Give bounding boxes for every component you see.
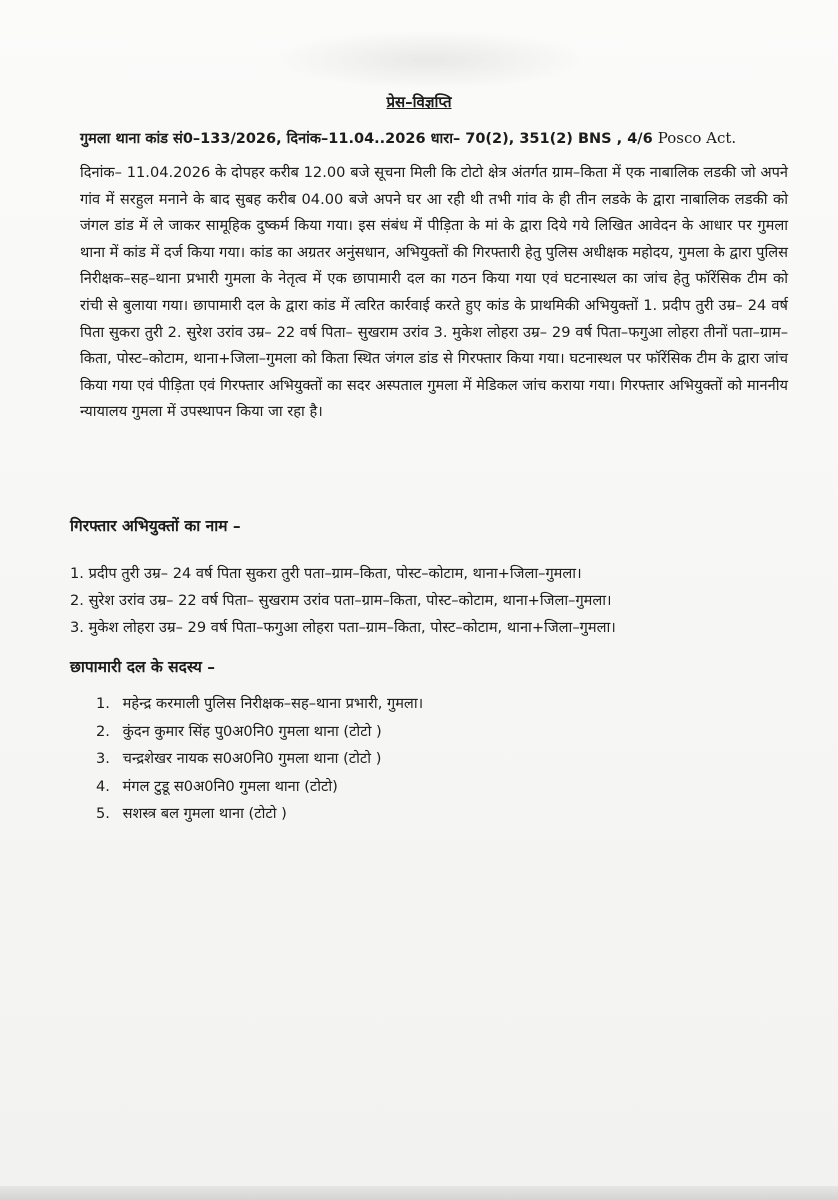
accused-section-title: गिरफ्तार अभियुक्तों का नाम – xyxy=(70,517,241,535)
accused-item: 2. सुरेश उरांव उम्र– 22 वर्ष पिता– सुखराम उरांव पता–ग्राम–किता, पोस्ट–कोटाम, थाना+जिला–गुमला। xyxy=(70,592,612,609)
member-number: 3. xyxy=(96,750,110,767)
page-title-text: प्रेस–विज्ञप्ति xyxy=(386,93,452,111)
case-reference-line xyxy=(80,128,800,148)
page-title xyxy=(0,92,838,112)
member-text: महेन्द्र करमाली पुलिस निरीक्षक–सह–थाना प्रभारी, गुमला। xyxy=(122,695,424,712)
raid-team-member xyxy=(96,745,696,773)
member-text: मंगल टुडू स0अ0नि0 गुमला थाना (टोटो) xyxy=(122,777,338,795)
raid-team-member xyxy=(96,800,696,828)
member-number: 2. xyxy=(96,722,110,740)
scan-smudge xyxy=(270,30,590,90)
act-reference-text: Posco Act. xyxy=(657,129,737,147)
member-text: सशस्त्र बल गुमला थाना (टोटो ) xyxy=(122,805,287,822)
member-text: चन्द्रशेखर नायक स0अ0नि0 गुमला थाना (टोटो ) xyxy=(122,750,382,767)
member-text: कुंदन कुमार सिंह पु0अ0नि0 गुमला थाना (टोटो ) xyxy=(122,722,382,740)
scan-bottom-edge xyxy=(0,1186,838,1200)
member-number: 1. xyxy=(96,695,110,712)
raid-team-member xyxy=(96,690,696,718)
raid-team-member xyxy=(96,773,696,801)
case-reference-text: गुमला थाना कांड सं0–133/2026, दिनांक–11.04..2026 धारा– 70(2), 351(2) BNS , 4/6 xyxy=(80,131,653,147)
member-number: 5. xyxy=(96,805,110,822)
raid-team-list xyxy=(96,690,696,828)
accused-item: 3. मुकेश लोहरा उम्र– 29 वर्ष पिता–फगुआ लोहरा पता–ग्राम–किता, पोस्ट–कोटाम, थाना+जिला–गुमला। xyxy=(70,619,616,636)
body-paragraph: दिनांक– 11.04.2026 के दोपहर करीब 12.00 बजे सूचना मिली कि टोटो क्षेत्र अंतर्गत ग्राम–किता में एक नाबालिक लडकी जो अपने गांव में सरहुल मनाने के बाद सुबह करीब 04.00 बजे अपने घर आ रही थी तभी गांव के ही तीन लडके के द्वारा नाबालिक लडकी को जंगल डांड में ले जाकर सामूहिक दुष्कर्म किया गया। इस संबंध में पीड़िता के मां के द्वारा दिये गये लिखित आवेदन के आधार पर गुमला थाना में कांड में दर्ज किया गया। कांड का अग्रतर अनुंसधान, अभियुक्तों की गिरफ्तारी हेतु पुलिस अधीक्षक महोदय, गुमला के द्वारा पुलिस निरीक्षक–सह–थाना प्रभारी गुमला के नेतृत्व में एक छापामारी दल का गठन किया गया एवं घटनास्थल का जांच हेतु फॉरेंसिक टीम को रांची से बुलाया गया। छापामारी दल के द्वारा कांड में त्वरित कार्रवाई करते हुए कांड के प्राथमिकी अभियुक्तों 1. प्रदीप तुरी उम्र– 24 वर्ष पिता सुकरा तुरी 2. सुरेश उरांव उम्र– 22 वर्ष पिता– सुखराम उरांव 3. मुकेश लोहरा उम्र– 29 वर्ष पिता–फगुआ लोहरा तीनों पता–ग्राम–किता, पोस्ट–कोटाम, थाना+जिला–गुमला को किता स्थित जंगल डांड से गिरफ्तार किया गया। घटनास्थल पर फॉरेंसिक टीम के द्वारा जांच किया गया एवं पीड़िता एवं गिरफ्तार अभियुक्तों का सदर अस्पताल गुमला में मेडिकल जांच कराया गया। गिरफ्तार अभियुक्तों को माननीय न्यायालय गुमला में उपस्थापन किया जा रहा है। xyxy=(80,164,789,421)
accused-list xyxy=(70,560,810,641)
raid-team-member xyxy=(96,718,696,746)
raid-team-section-title: छापामारी दल के सदस्य – xyxy=(70,658,216,676)
accused-item: 1. प्रदीप तुरी उम्र– 24 वर्ष पिता सुकरा तुरी पता–ग्राम–किता, पोस्ट–कोटाम, थाना+जिला–गुमला। xyxy=(70,565,582,582)
member-number: 4. xyxy=(96,777,110,795)
